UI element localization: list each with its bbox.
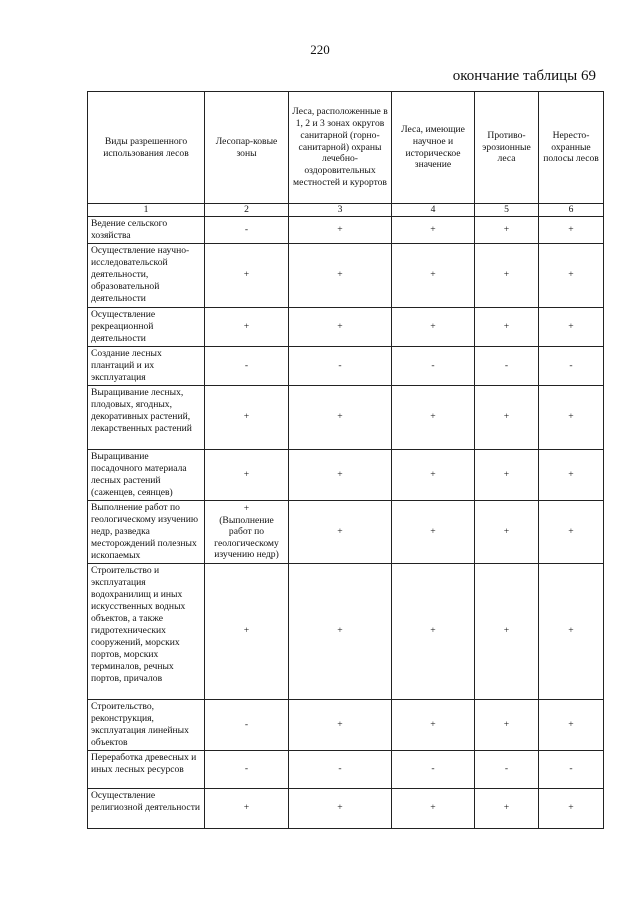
table-row [88, 500, 604, 563]
column-number: 5 [475, 204, 539, 217]
value-cell: + [475, 243, 539, 307]
use-type-cell: Строительство и эксплуатация водохранилищ и иных искусственных водных объектов, а также гидротехнических сооружений, морских портов, морских терминалов, речных портов, причалов [88, 563, 205, 699]
value-cell: - [392, 346, 475, 385]
use-type-cell: Осуществление рекреационной деятельности [88, 307, 205, 346]
header-cell: Виды разрешенного использования лесов [88, 92, 205, 204]
value-cell: - [205, 750, 289, 788]
table-caption: окончание таблицы 69 [452, 68, 596, 84]
table-row [88, 788, 604, 828]
column-number: 3 [289, 204, 392, 217]
value-cell: + [392, 385, 475, 449]
value-cell: + [289, 307, 392, 346]
value-cell: + [392, 449, 475, 500]
value-cell: + [539, 449, 604, 500]
value-cell: + [475, 217, 539, 244]
value-cell: + [539, 217, 604, 244]
value-cell: + [289, 449, 392, 500]
column-number-row [88, 204, 604, 217]
value-cell: + [539, 307, 604, 346]
value-cell: + [539, 563, 604, 699]
value-cell: + [289, 385, 392, 449]
use-type-cell: Выращивание лесных, плодовых, ягодных, декоративных растений, лекарственных растений [88, 385, 205, 449]
value-cell: + [392, 500, 475, 563]
value-cell: + [539, 243, 604, 307]
value-cell: - [289, 750, 392, 788]
value-cell: + [205, 385, 289, 449]
table-row [88, 750, 604, 788]
table-row [88, 346, 604, 385]
value-cell: + [289, 788, 392, 828]
value-cell: - [205, 346, 289, 385]
value-cell: + [289, 217, 392, 244]
value-cell: + [475, 563, 539, 699]
value-cell: + [392, 699, 475, 750]
value-cell: + [475, 385, 539, 449]
value-cell: - [539, 346, 604, 385]
value-mark: + [243, 502, 250, 514]
value-cell: - [475, 750, 539, 788]
value-cell: + [392, 788, 475, 828]
table-row [88, 217, 604, 244]
value-cell: - [539, 750, 604, 788]
value-cell: + [475, 449, 539, 500]
header-cell: Леса, имеющие научное и историческое значение [392, 92, 475, 204]
value-cell: + [475, 788, 539, 828]
value-cell: + [205, 563, 289, 699]
use-type-cell: Выполнение работ по геологическому изучению недр, разведка месторождений полезных ископаемых [88, 500, 205, 563]
column-number: 6 [539, 204, 604, 217]
column-number: 1 [88, 204, 205, 217]
header-cell: Противо-эрозионные леса [475, 92, 539, 204]
value-cell: + [392, 217, 475, 244]
use-type-cell: Строительство, реконструкция, эксплуатация линейных объектов [88, 699, 205, 750]
value-cell: - [475, 346, 539, 385]
value-cell: + [289, 699, 392, 750]
value-cell: + [289, 243, 392, 307]
value-cell: + [475, 699, 539, 750]
use-type-cell: Создание лесных плантаций и их эксплуатация [88, 346, 205, 385]
use-type-cell: Переработка древесных и иных лесных ресурсов [88, 750, 205, 788]
table-row [88, 563, 604, 699]
use-type-cell: Осуществление научно-исследовательской деятельности, образовательной деятельности [88, 243, 205, 307]
value-cell: - [392, 750, 475, 788]
use-type-cell: Выращивание посадочного материала лесных растений (саженцев, сеянцев) [88, 449, 205, 500]
value-cell: + [475, 500, 539, 563]
column-number: 4 [392, 204, 475, 217]
value-cell: - [205, 699, 289, 750]
header-row [88, 92, 604, 204]
value-cell: - [205, 217, 289, 244]
table-row [88, 307, 604, 346]
value-cell: + [205, 788, 289, 828]
value-cell: + [205, 243, 289, 307]
header-cell: Лесопар-ковые зоны [205, 92, 289, 204]
table-row [88, 449, 604, 500]
value-cell: + [539, 699, 604, 750]
value-cell: + [539, 385, 604, 449]
page-number: 220 [310, 42, 330, 57]
table-row [88, 699, 604, 750]
forest-use-table [87, 91, 604, 829]
table-row [88, 385, 604, 449]
value-cell: + [392, 563, 475, 699]
value-cell: + [539, 788, 604, 828]
value-cell: + [475, 307, 539, 346]
column-number: 2 [205, 204, 289, 217]
value-cell: + [392, 243, 475, 307]
use-type-cell: Ведение сельского хозяйства [88, 217, 205, 244]
value-cell: + [539, 500, 604, 563]
value-cell-with-note [205, 500, 289, 563]
value-cell: + [289, 500, 392, 563]
value-cell: + [289, 563, 392, 699]
header-cell: Нересто-охранные полосы лесов [539, 92, 604, 204]
table-row [88, 243, 604, 307]
value-cell: + [205, 449, 289, 500]
header-cell: Леса, расположенные в 1, 2 и 3 зонах округов санитарной (горно-санитарной) охраны лечебно-оздоровительных местностей и курортов [289, 92, 392, 204]
use-type-cell: Осуществление религиозной деятельности [88, 788, 205, 828]
value-note: (Выполнение работ по геологическому изучению недр) [214, 514, 279, 561]
value-cell: + [205, 307, 289, 346]
value-cell: + [392, 307, 475, 346]
value-cell: - [289, 346, 392, 385]
